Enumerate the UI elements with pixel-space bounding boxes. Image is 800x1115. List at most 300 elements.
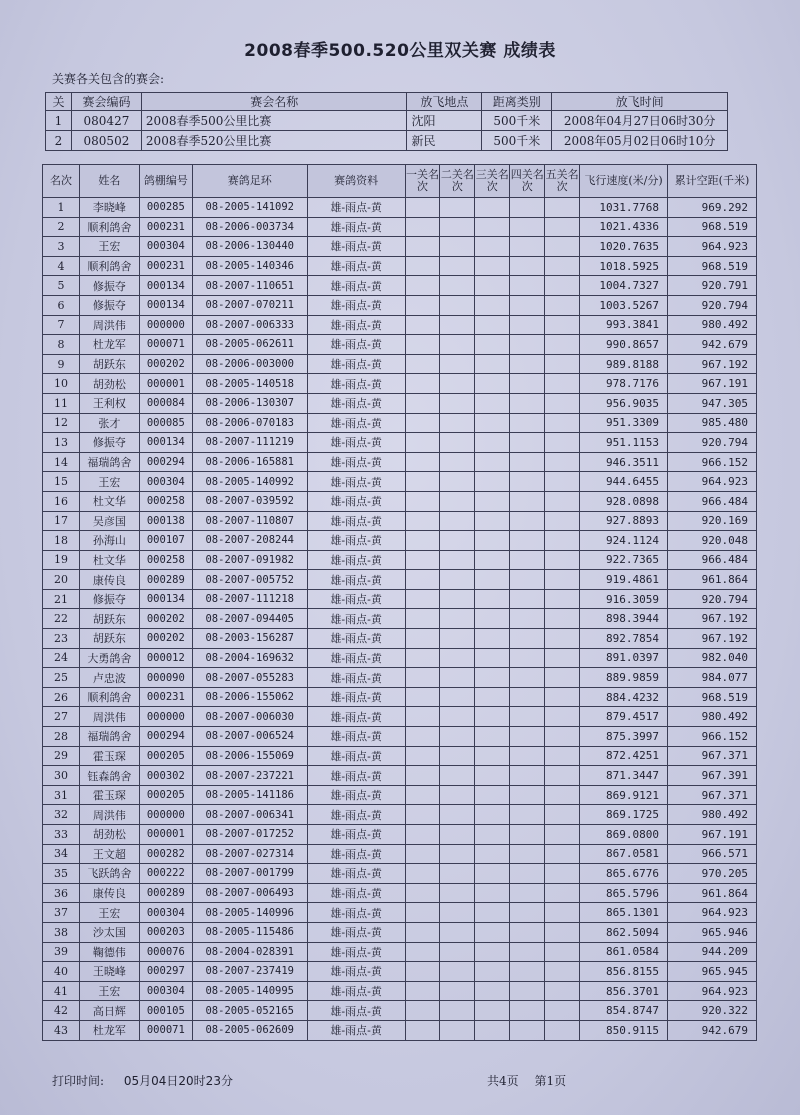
stage-rank-cell [440,237,475,257]
race-cell: 500千米 [482,131,552,151]
stage-rank-cell [545,335,580,355]
bird-info-cell: 雄-雨点-黄 [307,962,405,982]
bird-info-cell: 雄-雨点-黄 [307,550,405,570]
distance-cell: 968.519 [667,687,756,707]
bird-info-cell: 雄-雨点-黄 [307,746,405,766]
loft-id-cell: 000231 [139,687,192,707]
stage-rank-cell [475,668,510,688]
stage-rank-cell [545,883,580,903]
name-cell: 霍玉琛 [79,746,139,766]
rank-cell: 17 [43,511,80,531]
loft-id-cell: 000107 [139,531,192,551]
stage-rank-cell [405,452,440,472]
speed-cell: 867.0581 [580,844,668,864]
ring-number-cell: 08-2005-140518 [192,374,307,394]
stage-rank-cell [405,256,440,276]
distance-cell: 920.791 [667,276,756,296]
race-header-cell: 赛会名称 [141,93,407,111]
result-row [43,648,757,668]
stage-rank-cell [545,648,580,668]
name-cell: 福瑞鸽舍 [79,452,139,472]
distance-cell: 982.040 [667,648,756,668]
stage-rank-cell [440,452,475,472]
stage-rank-cell [510,472,545,492]
result-header-cell: 二关名次 [440,165,475,198]
loft-id-cell: 000071 [139,335,192,355]
stage-rank-cell [440,727,475,747]
loft-id-cell: 000134 [139,295,192,315]
speed-cell: 916.3059 [580,589,668,609]
loft-id-cell: 000090 [139,668,192,688]
loft-id-cell: 000000 [139,805,192,825]
speed-cell: 956.9035 [580,393,668,413]
ring-number-cell: 08-2006-003000 [192,354,307,374]
distance-cell: 969.292 [667,198,756,218]
stage-rank-cell [510,452,545,472]
loft-id-cell: 000231 [139,256,192,276]
stage-rank-cell [475,452,510,472]
stage-rank-cell [405,1001,440,1021]
speed-cell: 891.0397 [580,648,668,668]
loft-id-cell: 000258 [139,491,192,511]
race-header-cell: 关 [46,93,72,111]
ring-number-cell: 08-2006-155062 [192,687,307,707]
result-row [43,452,757,472]
rank-cell: 11 [43,393,80,413]
stage-rank-cell [475,315,510,335]
name-cell: 王利权 [79,393,139,413]
ring-number-cell: 08-2007-070211 [192,295,307,315]
stage-rank-cell [510,609,545,629]
result-row [43,433,757,453]
bird-info-cell: 雄-雨点-黄 [307,844,405,864]
bird-info-cell: 雄-雨点-黄 [307,727,405,747]
loft-id-cell: 000085 [139,413,192,433]
rank-cell: 32 [43,805,80,825]
print-time-label: 打印时间: [52,1074,105,1088]
rank-cell: 19 [43,550,80,570]
stage-rank-cell [545,707,580,727]
bird-info-cell: 雄-雨点-黄 [307,766,405,786]
rank-cell: 3 [43,237,80,257]
result-row [43,942,757,962]
result-row [43,785,757,805]
race-row [46,111,728,131]
loft-id-cell: 000001 [139,374,192,394]
race-header-cell: 赛会编码 [71,93,141,111]
stage-rank-cell [510,198,545,218]
speed-cell: 978.7176 [580,374,668,394]
stage-rank-cell [405,785,440,805]
distance-cell: 985.480 [667,413,756,433]
stage-rank-cell [440,315,475,335]
ring-number-cell: 08-2006-003734 [192,217,307,237]
distance-cell: 920.169 [667,511,756,531]
race-cell: 2008春季500公里比赛 [141,111,407,131]
stage-rank-cell [440,374,475,394]
loft-id-cell: 000134 [139,433,192,453]
stage-rank-cell [475,609,510,629]
rank-cell: 4 [43,256,80,276]
rank-cell: 29 [43,746,80,766]
stage-rank-cell [510,981,545,1001]
page-title: 2008春季500.520公里双关赛 成绩表 [244,41,556,61]
loft-id-cell: 000222 [139,864,192,884]
name-cell: 王宏 [79,472,139,492]
rank-cell: 20 [43,570,80,590]
rank-cell: 15 [43,472,80,492]
page-indicator [487,1072,566,1089]
bird-info-cell: 雄-雨点-黄 [307,276,405,296]
bird-info-cell: 雄-雨点-黄 [307,707,405,727]
stage-rank-cell [510,433,545,453]
stage-rank-cell [440,864,475,884]
speed-cell: 875.3997 [580,727,668,747]
bird-info-cell: 雄-雨点-黄 [307,393,405,413]
stage-rank-cell [545,825,580,845]
loft-id-cell: 000202 [139,354,192,374]
result-row [43,962,757,982]
result-header-cell: 一关名次 [405,165,440,198]
race-cell: 1 [46,111,72,131]
stage-rank-cell [405,433,440,453]
rank-cell: 21 [43,589,80,609]
speed-cell: 871.3447 [580,766,668,786]
name-cell: 胡跃东 [79,629,139,649]
loft-id-cell: 000202 [139,609,192,629]
stage-rank-cell [510,844,545,864]
stage-rank-cell [440,746,475,766]
rank-cell: 6 [43,295,80,315]
distance-cell: 970.205 [667,864,756,884]
distance-cell: 984.077 [667,668,756,688]
name-cell: 胡劲松 [79,374,139,394]
name-cell: 李晓峰 [79,198,139,218]
bird-info-cell: 雄-雨点-黄 [307,452,405,472]
stage-rank-cell [510,864,545,884]
stage-rank-cell [545,766,580,786]
distance-cell: 967.391 [667,766,756,786]
bird-info-cell: 雄-雨点-黄 [307,589,405,609]
distance-cell: 961.864 [667,570,756,590]
loft-id-cell: 000304 [139,472,192,492]
stage-rank-cell [475,374,510,394]
bird-info-cell: 雄-雨点-黄 [307,629,405,649]
bird-info-cell: 雄-雨点-黄 [307,570,405,590]
loft-id-cell: 000302 [139,766,192,786]
ring-number-cell: 08-2007-111218 [192,589,307,609]
bird-info-cell: 雄-雨点-黄 [307,413,405,433]
stage-rank-cell [405,295,440,315]
stage-rank-cell [510,629,545,649]
print-time [52,1072,233,1089]
stage-rank-cell [405,844,440,864]
rank-cell: 31 [43,785,80,805]
stage-rank-cell [475,648,510,668]
stage-rank-cell [510,727,545,747]
speed-cell: 856.3701 [580,981,668,1001]
bird-info-cell: 雄-雨点-黄 [307,237,405,257]
rank-cell: 30 [43,766,80,786]
result-row [43,668,757,688]
stage-rank-cell [475,903,510,923]
stage-rank-cell [405,217,440,237]
name-cell: 周洪伟 [79,805,139,825]
name-cell: 胡跃东 [79,609,139,629]
stage-rank-cell [475,589,510,609]
name-cell: 杜文华 [79,491,139,511]
stage-rank-cell [510,256,545,276]
stage-rank-cell [440,962,475,982]
stage-rank-cell [405,981,440,1001]
name-cell: 顺利鸽舍 [79,256,139,276]
speed-cell: 951.3309 [580,413,668,433]
name-cell: 王宏 [79,981,139,1001]
stage-rank-cell [510,746,545,766]
stage-rank-cell [475,942,510,962]
rank-cell: 34 [43,844,80,864]
distance-cell: 968.519 [667,217,756,237]
rank-cell: 2 [43,217,80,237]
speed-cell: 856.8155 [580,962,668,982]
stage-rank-cell [405,1020,440,1040]
speed-cell: 1018.5925 [580,256,668,276]
stage-rank-cell [545,589,580,609]
distance-cell: 967.192 [667,354,756,374]
loft-id-cell: 000285 [139,198,192,218]
name-cell: 杜龙军 [79,335,139,355]
ring-number-cell: 08-2007-094405 [192,609,307,629]
name-cell: 鞠德伟 [79,942,139,962]
name-cell: 张才 [79,413,139,433]
name-cell: 福瑞鸽舍 [79,727,139,747]
bird-info-cell: 雄-雨点-黄 [307,609,405,629]
stage-rank-cell [510,785,545,805]
stage-rank-cell [405,825,440,845]
stage-rank-cell [510,354,545,374]
stage-rank-cell [545,531,580,551]
result-row [43,903,757,923]
ring-number-cell: 08-2007-110651 [192,276,307,296]
stage-rank-cell [545,687,580,707]
stage-rank-cell [475,413,510,433]
race-header-cell: 距离类别 [482,93,552,111]
bird-info-cell: 雄-雨点-黄 [307,922,405,942]
bird-info-cell: 雄-雨点-黄 [307,903,405,923]
ring-number-cell: 08-2005-141186 [192,785,307,805]
race-cell: 2008年04月27日06时30分 [552,111,728,131]
loft-id-cell: 000105 [139,1001,192,1021]
loft-id-cell: 000134 [139,276,192,296]
stage-rank-cell [440,766,475,786]
stage-rank-cell [440,687,475,707]
ring-number-cell: 08-2006-130307 [192,393,307,413]
bird-info-cell: 雄-雨点-黄 [307,981,405,1001]
rank-cell: 10 [43,374,80,394]
stage-rank-cell [440,805,475,825]
speed-cell: 1021.4336 [580,217,668,237]
rank-cell: 25 [43,668,80,688]
stage-rank-cell [405,491,440,511]
bird-info-cell: 雄-雨点-黄 [307,295,405,315]
stage-rank-cell [475,864,510,884]
ring-number-cell: 08-2006-165881 [192,452,307,472]
loft-id-cell: 000084 [139,393,192,413]
loft-id-cell: 000071 [139,1020,192,1040]
distance-cell: 980.492 [667,707,756,727]
stage-rank-cell [475,354,510,374]
result-row [43,570,757,590]
result-row [43,374,757,394]
ring-number-cell: 08-2005-140992 [192,472,307,492]
ring-number-cell: 08-2007-006333 [192,315,307,335]
ring-number-cell: 08-2005-062611 [192,335,307,355]
stage-rank-cell [440,942,475,962]
race-table-body [46,111,728,151]
stage-rank-cell [405,550,440,570]
bird-info-cell: 雄-雨点-黄 [307,805,405,825]
stage-rank-cell [440,903,475,923]
stage-rank-cell [405,805,440,825]
stage-rank-cell [510,393,545,413]
ring-number-cell: 08-2007-006493 [192,883,307,903]
stage-rank-cell [405,354,440,374]
stage-rank-cell [405,883,440,903]
stage-rank-cell [440,589,475,609]
speed-cell: 928.0898 [580,491,668,511]
ring-number-cell: 08-2005-062609 [192,1020,307,1040]
stage-rank-cell [510,707,545,727]
stage-rank-cell [545,276,580,296]
total-pages: 共4页 [487,1074,519,1088]
result-row [43,589,757,609]
name-cell: 杜文华 [79,550,139,570]
result-row [43,335,757,355]
stage-rank-cell [405,903,440,923]
result-row [43,805,757,825]
distance-cell: 967.371 [667,785,756,805]
stage-rank-cell [475,727,510,747]
loft-id-cell: 000258 [139,550,192,570]
result-row [43,687,757,707]
loft-id-cell: 000304 [139,981,192,1001]
ring-number-cell: 08-2005-141092 [192,198,307,218]
ring-number-cell: 08-2007-237419 [192,962,307,982]
stage-rank-cell [545,433,580,453]
rank-cell: 16 [43,491,80,511]
loft-id-cell: 000304 [139,237,192,257]
ring-number-cell: 08-2006-155069 [192,746,307,766]
loft-id-cell: 000134 [139,589,192,609]
rank-cell: 13 [43,433,80,453]
stage-rank-cell [475,785,510,805]
distance-cell: 980.492 [667,315,756,335]
stage-rank-cell [440,883,475,903]
stage-rank-cell [475,922,510,942]
result-table-body [43,198,757,1041]
bird-info-cell: 雄-雨点-黄 [307,883,405,903]
name-cell: 修振夺 [79,276,139,296]
race-cell: 500千米 [482,111,552,131]
stage-rank-cell [475,295,510,315]
stage-rank-cell [545,393,580,413]
result-header-cell: 姓名 [79,165,139,198]
result-row [43,746,757,766]
result-row [43,609,757,629]
speed-cell: 869.9121 [580,785,668,805]
result-row [43,276,757,296]
stage-rank-cell [405,570,440,590]
bird-info-cell: 雄-雨点-黄 [307,648,405,668]
rank-cell: 27 [43,707,80,727]
stage-rank-cell [545,668,580,688]
result-header-cell: 飞行速度(米/分) [580,165,668,198]
stage-rank-cell [510,1001,545,1021]
stage-rank-cell [475,472,510,492]
ring-number-cell: 08-2007-110807 [192,511,307,531]
name-cell: 卢忠波 [79,668,139,688]
race-table-header [46,93,728,111]
stage-rank-cell [545,746,580,766]
stage-rank-cell [510,276,545,296]
distance-cell: 920.794 [667,295,756,315]
result-row [43,393,757,413]
loft-id-cell: 000304 [139,903,192,923]
speed-cell: 922.7365 [580,550,668,570]
speed-cell: 919.4861 [580,570,668,590]
stage-rank-cell [475,825,510,845]
result-row [43,1001,757,1021]
bird-info-cell: 雄-雨点-黄 [307,825,405,845]
race-cell: 080502 [71,131,141,151]
stage-rank-cell [405,589,440,609]
stage-rank-cell [545,1001,580,1021]
distance-cell: 920.322 [667,1001,756,1021]
stage-rank-cell [545,962,580,982]
stage-rank-cell [545,413,580,433]
name-cell: 修振夺 [79,433,139,453]
speed-cell: 889.9859 [580,668,668,688]
stage-rank-cell [405,766,440,786]
name-cell: 大勇鸽舍 [79,648,139,668]
name-cell: 胡劲松 [79,825,139,845]
bird-info-cell: 雄-雨点-黄 [307,198,405,218]
distance-cell: 965.945 [667,962,756,982]
ring-number-cell: 08-2007-111219 [192,433,307,453]
ring-number-cell: 08-2003-156287 [192,629,307,649]
stage-rank-cell [475,844,510,864]
stage-rank-cell [440,217,475,237]
loft-id-cell: 000138 [139,511,192,531]
stage-rank-cell [405,962,440,982]
stage-rank-cell [510,1020,545,1040]
ring-number-cell: 08-2005-115486 [192,922,307,942]
stage-rank-cell [545,354,580,374]
ring-number-cell: 08-2004-028391 [192,942,307,962]
stage-rank-cell [475,746,510,766]
stage-rank-cell [440,844,475,864]
speed-cell: 862.5094 [580,922,668,942]
loft-id-cell: 000294 [139,727,192,747]
name-cell: 高日辉 [79,1001,139,1021]
name-cell: 王宏 [79,903,139,923]
speed-cell: 1020.7635 [580,237,668,257]
distance-cell: 966.484 [667,550,756,570]
rank-cell: 42 [43,1001,80,1021]
distance-cell: 967.191 [667,374,756,394]
result-row [43,295,757,315]
stage-rank-cell [545,256,580,276]
